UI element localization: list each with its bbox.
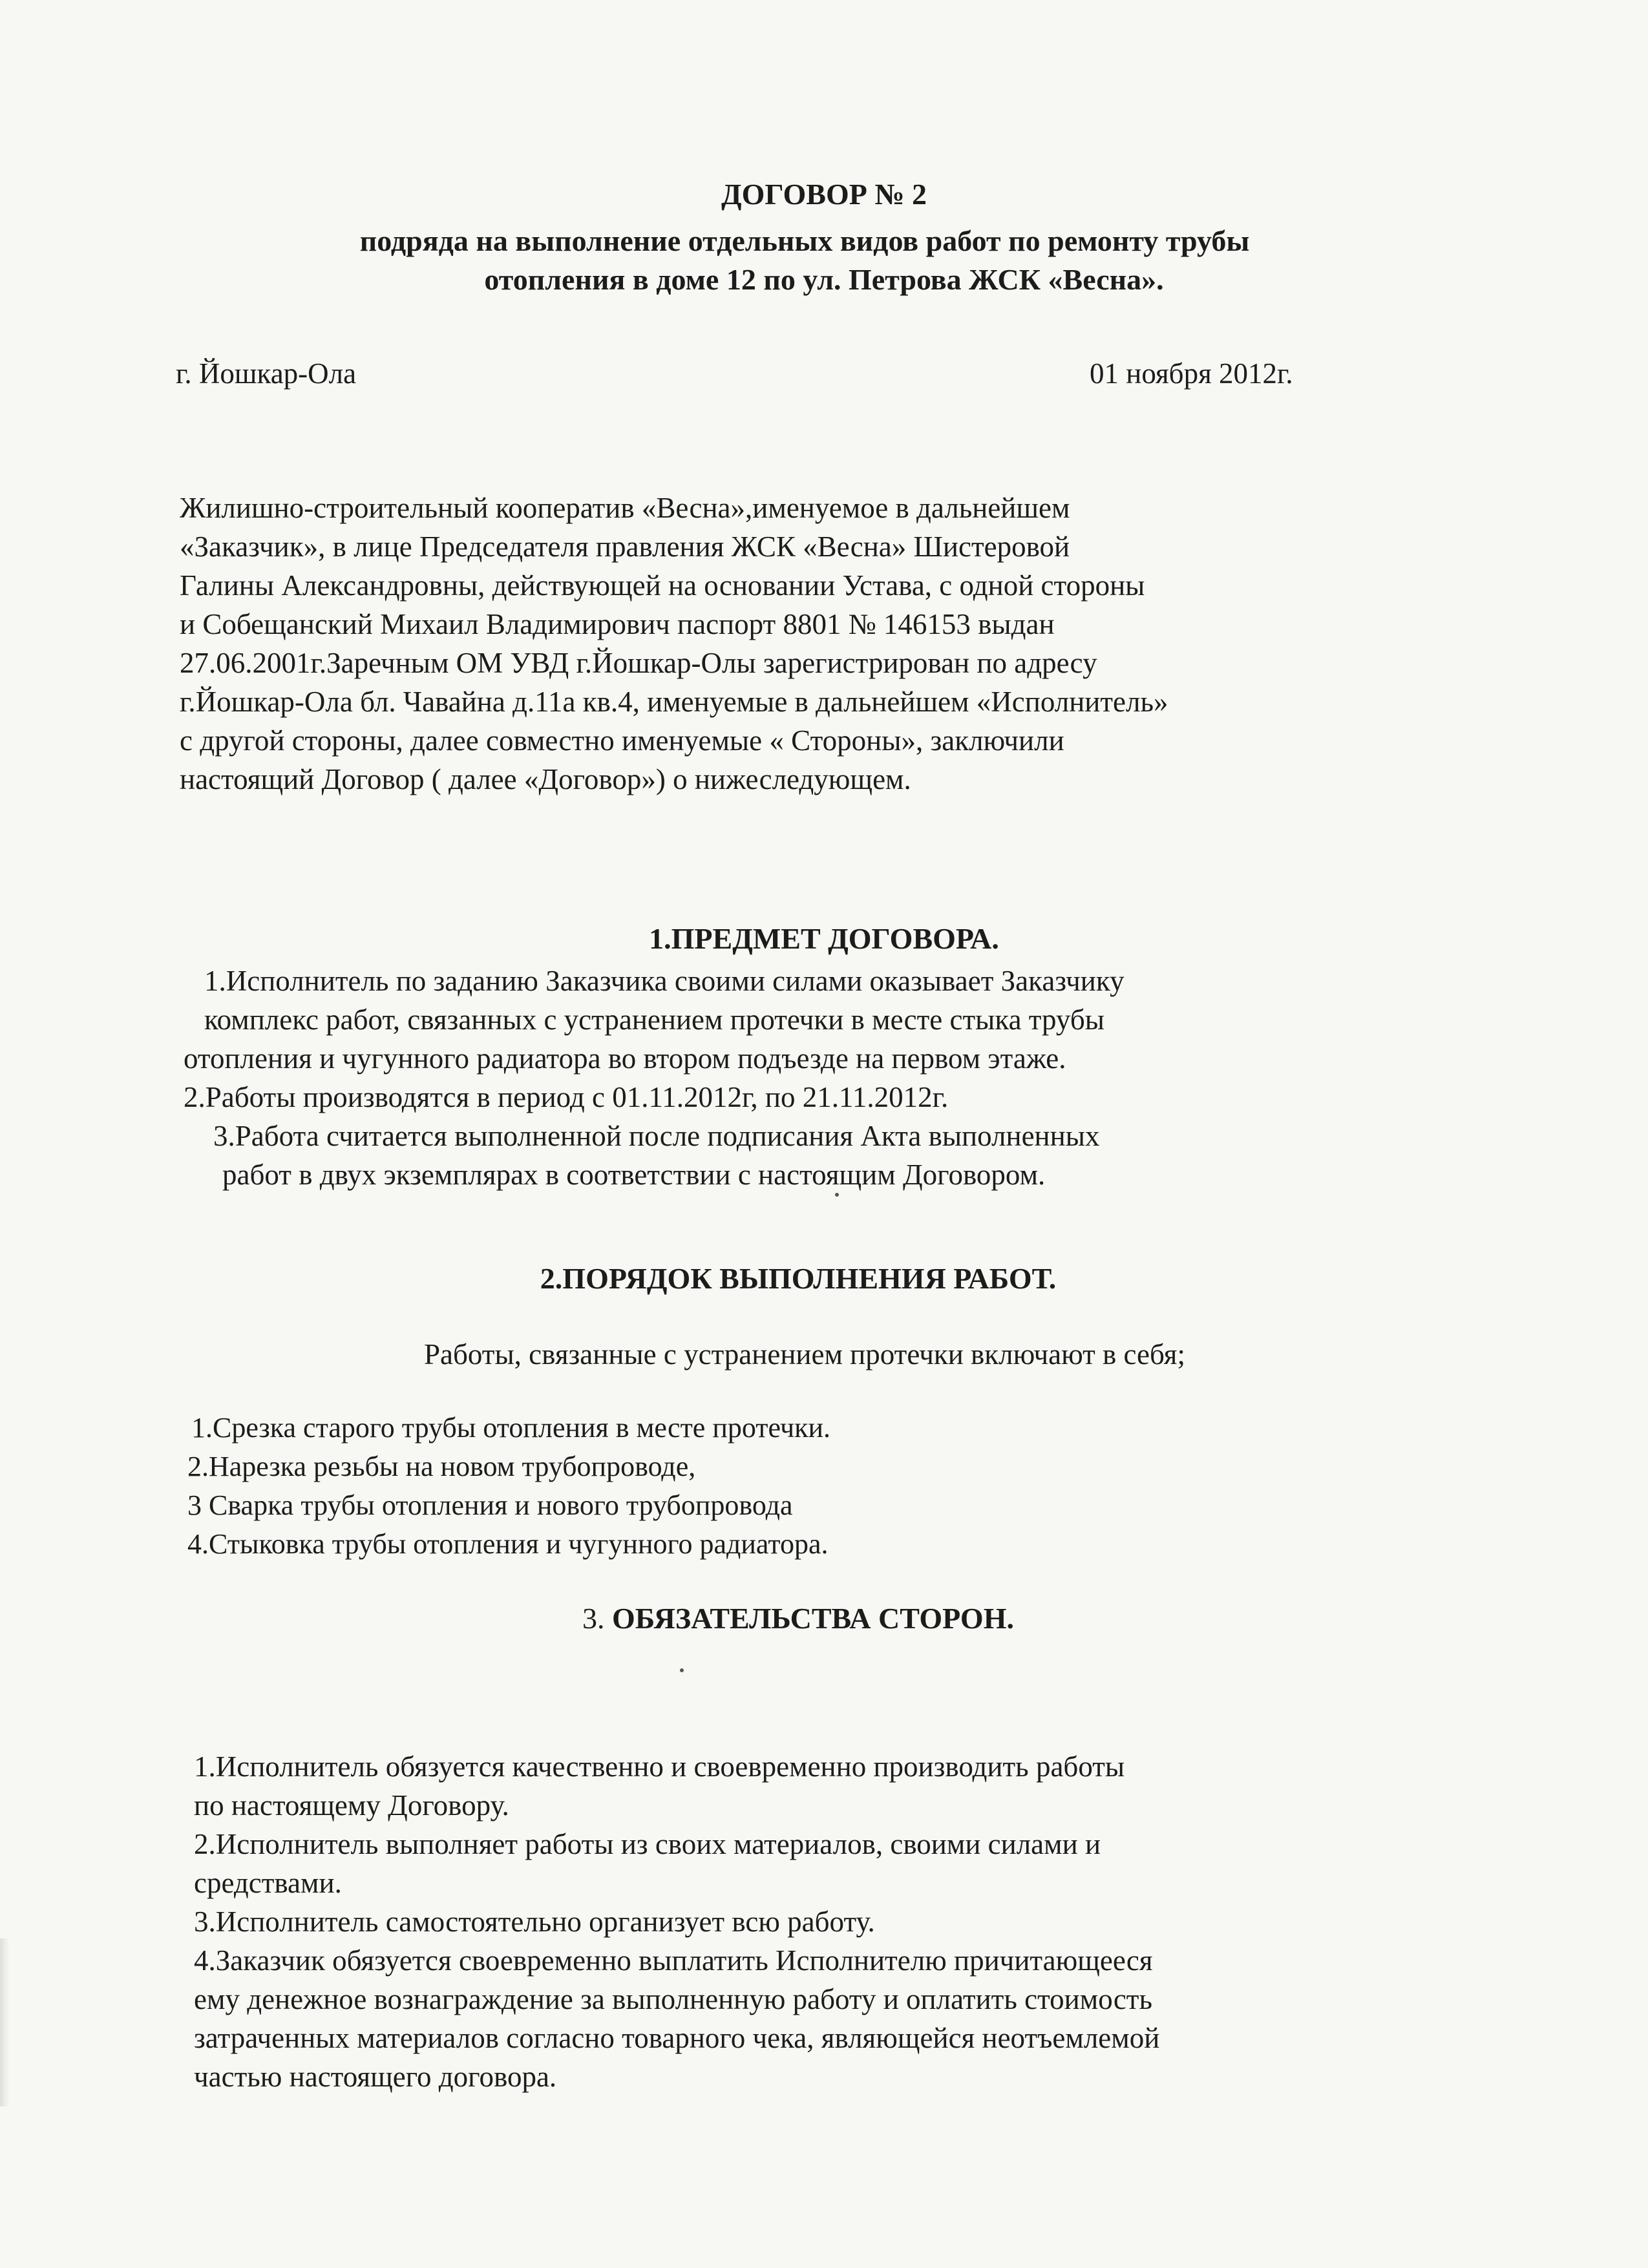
section-3-line: средствами. — [194, 1867, 342, 1899]
section-3-line: ему денежное вознаграждение за выполненную работу и оплатить стоимость — [194, 1983, 1152, 2015]
section-3-line: 2.Исполнитель выполняет работы из своих материалов, своими силами и — [194, 1828, 1101, 1860]
section-1-line: 1.Исполнитель по заданию Заказчика своими силами оказывает Заказчику — [204, 965, 1125, 997]
preamble-line: г.Йошкар-Ола бл. Чавайна д.11а кв.4, именуемые в дальнейшем «Исполнитель» — [180, 686, 1168, 718]
list-item: 1.Срезка старого трубы отопления в месте протечки. — [191, 1412, 831, 1444]
section-1-line: 2.Работы производятся в период с 01.11.2012г, по 21.11.2012г. — [184, 1081, 949, 1113]
section-2-heading: 2.ПОРЯДОК ВЫПОЛНЕНИЯ РАБОТ. — [540, 1262, 1057, 1295]
section-3-line: по настоящему Договору. — [194, 1789, 509, 1822]
section-1-heading: 1.ПРЕДМЕТ ДОГОВОРА. — [649, 922, 999, 955]
section-3-line: 3.Исполнитель самостоятельно организует всю работу. — [194, 1906, 875, 1938]
preamble-line: и Собещанский Михаил Владимирович паспорт 8801 № 146153 выдан — [180, 608, 1055, 640]
section-3-line: частью настоящего договора. — [194, 2061, 557, 2093]
scan-edge-shadow — [0, 1938, 9, 2106]
preamble-line: настоящий Договор ( далее «Договор») о нижеследующем. — [180, 763, 911, 795]
section-3-line: 4.Заказчик обязуется своевременно выплатить Исполнителю причитающееся — [194, 1944, 1153, 1977]
preamble-line: «Заказчик», в лице Председателя правления ЖСК «Весна» Шистеровой — [180, 530, 1070, 563]
section-3-line: 1.Исполнитель обязуется качественно и своевременно производить работы — [194, 1750, 1125, 1783]
contract-subtitle-line-1: подряда на выполнение отдельных видов работ по ремонту трубы — [359, 224, 1250, 257]
scan-speck — [680, 1668, 684, 1672]
section-3-number: 3. — [582, 1602, 605, 1635]
preamble-line: с другой стороны, далее совместно именуемые « Стороны», заключили — [180, 724, 1064, 757]
preamble-line: 27.06.2001г.Заречным ОМ УВД г.Йошкар-Олы зарегистрирован по адресу — [180, 647, 1097, 679]
section-3-heading — [0, 1600, 1622, 1637]
section-1-line: 3.Работа считается выполненной после подписания Акта выполненных — [213, 1120, 1100, 1152]
section-3-line: затраченных материалов согласно товарного чека, являющейся неотъемлемой — [194, 2022, 1160, 2054]
section-1-line: работ в двух экземплярах в соответствии с настоящим Договором. — [222, 1159, 1046, 1191]
section-2-intro: Работы, связанные с устранением протечки включают в себя; — [423, 1338, 1186, 1370]
section-1-line: отопления и чугунного радиатора во втором подъезде на первом этаже. — [184, 1042, 1066, 1075]
preamble-line: Жилишно-строительный кооператив «Весна»,именуемое в дальнейшем — [180, 492, 1070, 524]
contract-title: ДОГОВОР № 2 — [721, 178, 927, 211]
preamble-line: Галины Александровны, действующей на основании Устава, с одной стороны — [180, 569, 1145, 602]
section-1-line: комплекс работ, связанных с устранением протечки в месте стыка трубы — [204, 1003, 1104, 1036]
list-item: 2.Нарезка резьбы на новом трубопроводе, — [187, 1451, 696, 1482]
list-item: 3 Сварка трубы отопления и нового трубопровода — [187, 1489, 793, 1521]
city: г. Йошкар-Ола — [176, 357, 357, 390]
scan-speck — [835, 1193, 839, 1197]
contract-date: 01 ноября 2012г. — [1090, 357, 1293, 390]
contract-subtitle-line-2: отопления в доме 12 по ул. Петрова ЖСК «Весна». — [484, 263, 1164, 296]
list-item: 4.Стыковка трубы отопления и чугунного радиатора. — [187, 1528, 829, 1560]
section-3-title: ОБЯЗАТЕЛЬСТВА СТОРОН. — [611, 1602, 1014, 1635]
